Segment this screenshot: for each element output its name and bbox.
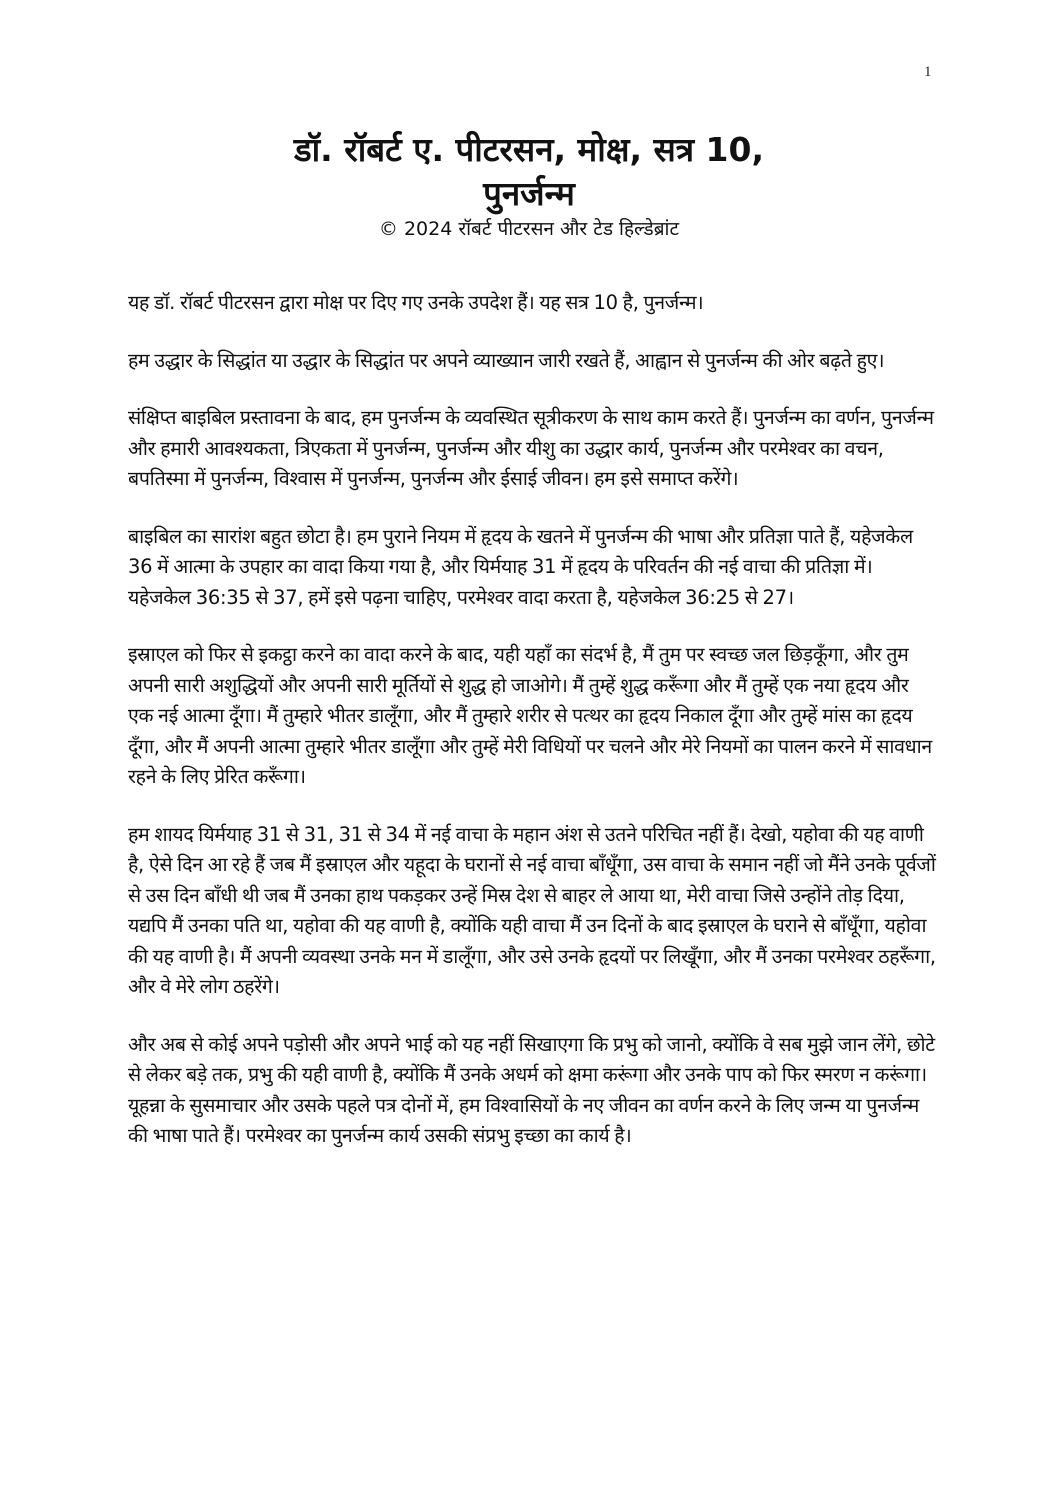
title-line-2: पुनर्जन्म xyxy=(483,174,575,213)
paragraph: इस्राएल को फिर से इकट्ठा करने का वादा करने के बाद, यही यहाँ का संदर्भ है, मैं तुम पर स्वच्छ जल छिड़कूँगा, और तुम अपनी सारी अशुद्धियों और अपनी सारी मूर्तियों से शुद्ध हो जाओगे। मैं तुम्हें शुद्ध करूँगा और मैं तुम्हें एक नया हृदय और एक नई आत्मा दूँगा। मैं तुम्हारे भीतर डालूँगा, और मैं तुम्हारे शरीर से पत्थर का हृदय निकाल दूँगा और तुम्हें मांस का हृदय दूँगा, और मैं अपनी आत्मा तुम्हारे भीतर डालूँगा और तुम्हें मेरी विधियों पर चलने और मेरे नियमों का पालन करने में सावधान रहने के लिए प्रेरित करूँगा। xyxy=(128,643,932,788)
document-title xyxy=(0,128,1058,216)
page-number: 1 xyxy=(924,64,932,80)
copyright-line: © 2024 रॉबर्ट पीटरसन और टेड हिल्डेब्रांट xyxy=(378,218,680,240)
paragraph: हम उद्धार के सिद्धांत या उद्धार के सिद्धांत पर अपने व्याख्यान जारी रखते हैं, आह्वान से पुनर्जन्म की ओर बढ़ते हुए। xyxy=(128,348,885,372)
paragraph: यह डॉ. रॉबर्ट पीटरसन द्वारा मोक्ष पर दिए गए उनके उपदेश हैं। यह सत्र 10 है, पुनर्जन्म। xyxy=(128,291,704,314)
title-line-1: डॉ. रॉबर्ट ए. पीटरसन, मोक्ष, सत्र 10, xyxy=(293,130,764,169)
paragraph: हम शायद यिर्मयाह 31 से 31, 31 से 34 में नई वाचा के महान अंश से उतने परिचित नहीं हैं। देखो, यहोवा की यह वाणी है, ऐसे दिन आ रहे हैं जब मैं इस्राएल और यहूदा के घरानों से नई वाचा बाँधूँगा, उस वाचा के समान नहीं जो मैंने उनके पूर्वजों से उस दिन बाँधी थी जब मैं उनका हाथ पकड़कर उन्हें मिस्र देश से बाहर ले आया था, मेरी वाचा जिसे उन्होंने तोड़ दिया, यद्यपि मैं उनका पति था, यहोवा की यह वाणी है, क्योंकि यही वाचा मैं उन दिनों के बाद इस्राएल के घराने से बाँधूँगा, यहोवा की यह वाणी है। मैं अपनी व्यवस्था उनके मन में डालूँगा, और उसे उनके हृदयों पर लिखूँगा, और मैं उनका परमेश्वर ठहरूँगा, और वे मेरे लोग ठहरेंगे। xyxy=(128,822,936,998)
paragraph: संक्षिप्त बाइबिल प्रस्तावना के बाद, हम पुनर्जन्म के व्यवस्थित सूत्रीकरण के साथ काम करते हैं। पुनर्जन्म का वर्णन, पुनर्जन्म और हमारी आवश्यकता, त्रिएकता में पुनर्जन्म, पुनर्जन्म और यीशु का उद्धार कार्य, पुनर्जन्म और परमेश्वर का वचन, बपतिस्मा में पुनर्जन्म, विश्वास में पुनर्जन्म, पुनर्जन्म और ईसाई जीवन। हम इसे समाप्त करेंगे। xyxy=(128,406,934,490)
paragraph: बाइबिल का सारांश बहुत छोटा है। हम पुराने नियम में हृदय के खतने में पुनर्जन्म की भाषा और प्रतिज्ञा पाते हैं, यहेजकेल 36 में आत्मा के उपहार का वादा किया गया है, और यिर्मयाह 31 में हृदय के परिवर्तन की नई वाचा की प्रतिज्ञा में। यहेजकेल 36:35 से 37, हमें इसे पढ़ना चाहिए, परमेश्वर वादा करता है, यहेजकेल 36:25 से 27। xyxy=(128,524,913,609)
document-body xyxy=(128,288,938,1179)
paragraph: और अब से कोई अपने पड़ोसी और अपने भाई को यह नहीं सिखाएगा कि प्रभु को जानो, क्योंकि वे सब मुझे जान लेंगे, छोटे से लेकर बड़े तक, प्रभु की यही वाणी है, क्योंकि मैं उनके अधर्म को क्षमा करूंगा और उनके पाप को फिर स्मरण न करूंगा। यूहन्ना के सुसमाचार और उसके पहले पत्र दोनों में, हम विश्वासियों के नए जीवन का वर्णन करने के लिए जन्म या पुनर्जन्म की भाषा पाते हैं। परमेश्वर का पुनर्जन्म कार्य उसकी संप्रभु इच्छा का कार्य है। xyxy=(128,1032,935,1147)
document-header xyxy=(0,128,1058,242)
